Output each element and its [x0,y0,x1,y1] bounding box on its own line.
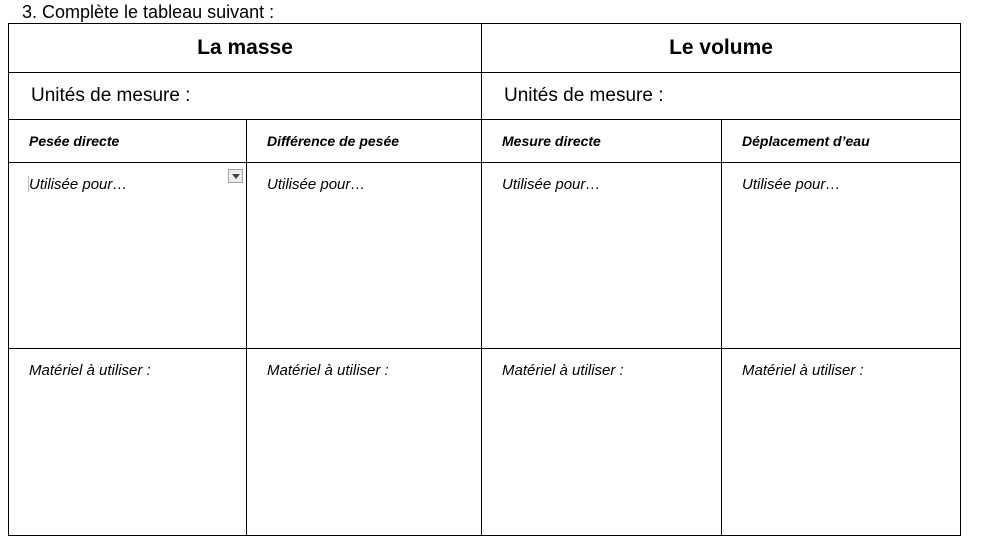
material-cell-direct-measure[interactable] [482,349,722,536]
measurement-table [8,23,961,536]
material-cell-weighing-difference[interactable] [247,349,482,536]
title-row [9,24,961,73]
material-cell-water-displacement[interactable] [722,349,961,536]
units-row [9,73,961,120]
method-header-direct-measure: Mesure directe [482,120,722,163]
method-header-direct-weighing: Pesée directe [9,120,247,163]
used-for-text: Utilisée pour… [267,176,366,193]
dropdown-button[interactable] [228,169,243,183]
chevron-down-icon [232,174,240,179]
volume-title: Le volume [482,24,961,73]
method-header-row [9,120,961,163]
material-row [9,349,961,536]
mass-title: La masse [9,24,482,73]
used-for-text: Utilisée pour… [29,176,128,193]
material-text: Matériel à utiliser : [267,362,389,379]
material-cell-direct-weighing[interactable] [9,349,247,536]
volume-units-field[interactable]: Unités de mesure : [482,73,961,120]
used-for-text: Utilisée pour… [742,176,841,193]
material-text: Matériel à utiliser : [29,362,151,379]
method-header-water-displacement: Déplacement d’eau [722,120,961,163]
used-for-row [9,163,961,349]
used-for-text: Utilisée pour… [502,176,601,193]
used-for-cell-weighing-difference[interactable] [247,163,482,349]
used-for-cell-direct-weighing[interactable] [9,163,247,349]
used-for-cell-water-displacement[interactable] [722,163,961,349]
mass-units-field[interactable]: Unités de mesure : [9,73,482,120]
exercise-heading: 3. Complète le tableau suivant : [22,2,275,22]
method-header-weighing-difference: Différence de pesée [247,120,482,163]
used-for-cell-direct-measure[interactable] [482,163,722,349]
material-text: Matériel à utiliser : [742,362,864,379]
material-text: Matériel à utiliser : [502,362,624,379]
